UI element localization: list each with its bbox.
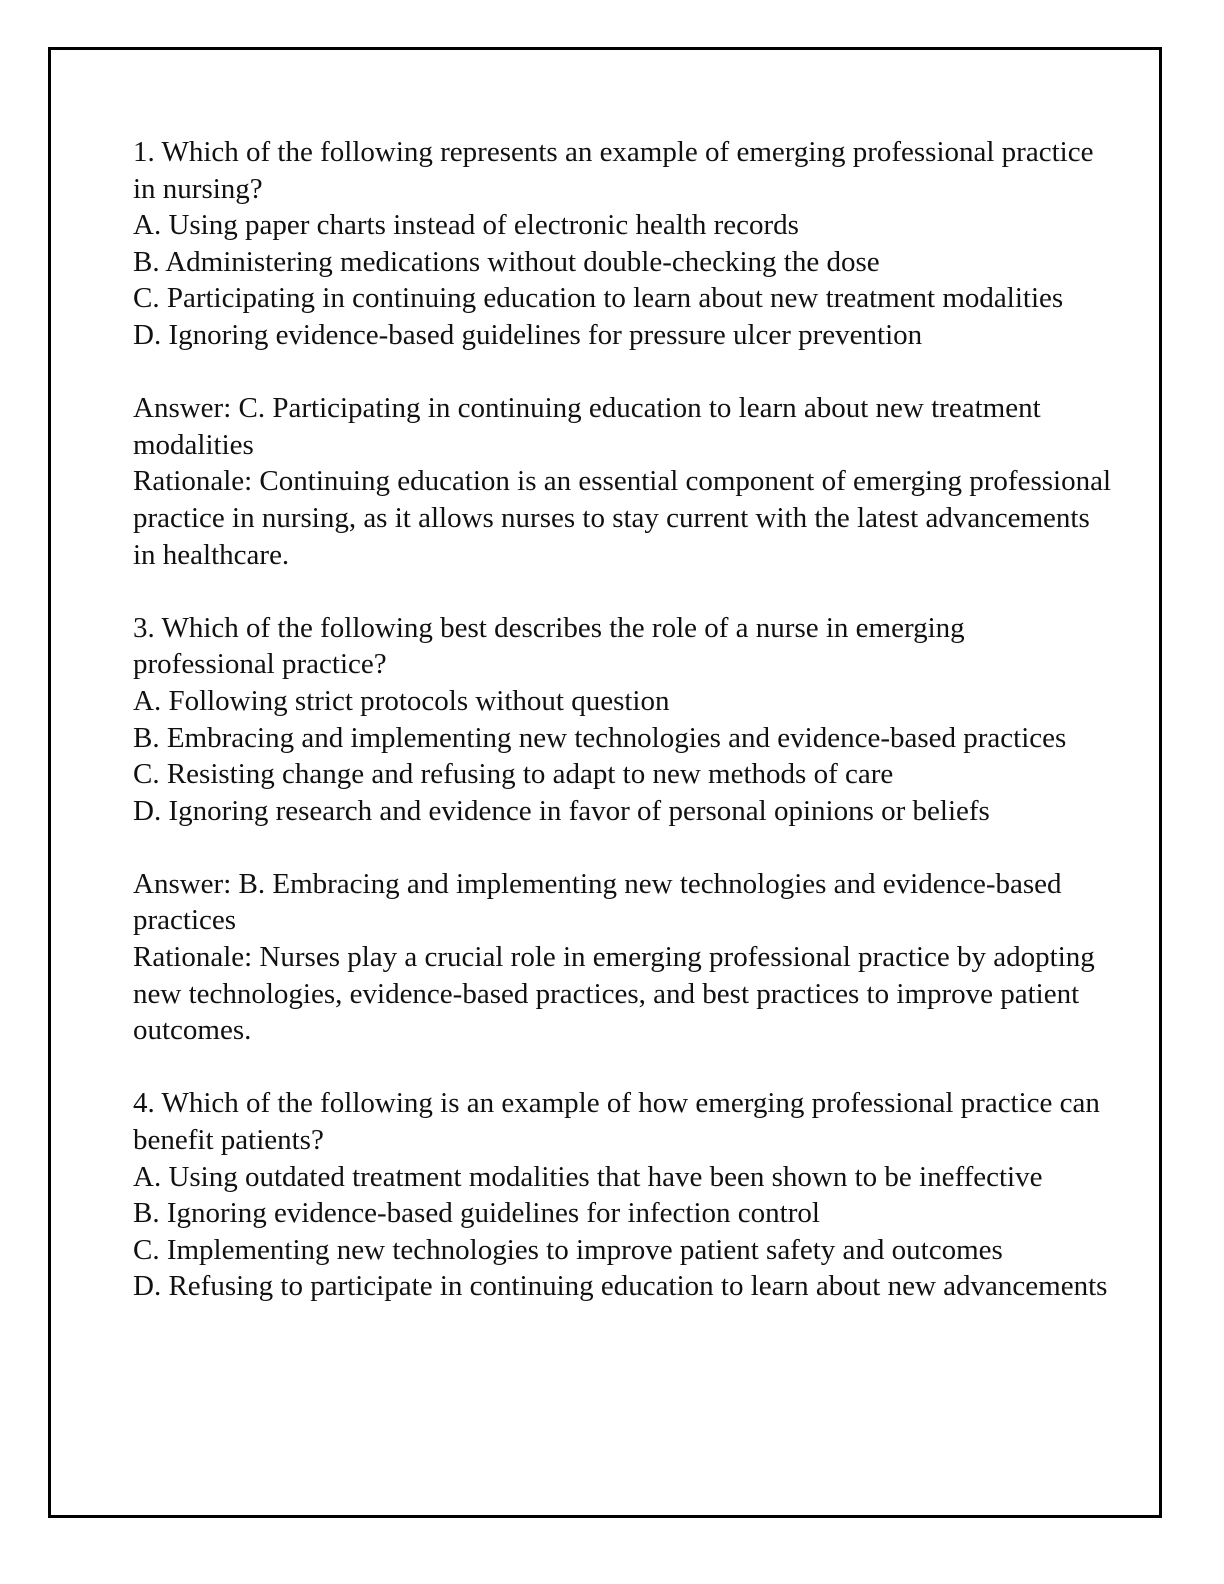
question-text: 3. Which of the following best describes the role of a nurse in emerging professional practice? [133,611,965,681]
question-block-1 [133,134,1113,354]
option-c: C. Implementing new technologies to improve patient safety and outcomes [133,1233,1003,1266]
answer-block-1 [133,390,1113,573]
question-block-4 [133,1085,1113,1305]
option-b: B. Administering medications without double-checking the dose [133,245,880,278]
option-d: D. Ignoring evidence-based guidelines for pressure ulcer prevention [133,318,923,351]
question-text: 4. Which of the following is an example of how emerging professional practice can benefit patients? [133,1087,1100,1157]
option-d: D. Ignoring research and evidence in favor of personal opinions or beliefs [133,794,990,827]
option-a: A. Using outdated treatment modalities that have been shown to be ineffective [133,1160,1043,1193]
option-a: A. Following strict protocols without question [133,684,670,717]
question-block-3 [133,610,1113,830]
option-d: D. Refusing to participate in continuing education to learn about new advancements [133,1270,1108,1303]
question-text: 1. Which of the following represents an example of emerging professional practice in nursing? [133,136,1094,205]
answer-text: Answer: C. Participating in continuing education to learn about new treatment modalities [133,392,1041,461]
option-c: C. Resisting change and refusing to adapt to new methods of care [133,758,894,791]
option-b: B. Ignoring evidence-based guidelines for infection control [133,1197,820,1230]
answer-text: Answer: B. Embracing and implementing new technologies and evidence-based practices [133,867,1062,937]
option-c: C. Participating in continuing education to learn about new treatment modalities [133,282,1064,315]
option-a: A. Using paper charts instead of electronic health records [133,209,799,242]
rationale-text: Rationale: Nurses play a crucial role in emerging professional practice by adopting new technologies, evidence-based practices, and best practices to improve patient outcomes. [133,941,1095,1047]
document-body [133,134,1113,1305]
rationale-text: Rationale: Continuing education is an essential component of emerging professional practice in nursing, as it allows nurses to stay current with the latest advancements in healthcare. [133,465,1111,571]
answer-block-3 [133,866,1113,1049]
option-b: B. Embracing and implementing new technologies and evidence-based practices [133,721,1067,754]
